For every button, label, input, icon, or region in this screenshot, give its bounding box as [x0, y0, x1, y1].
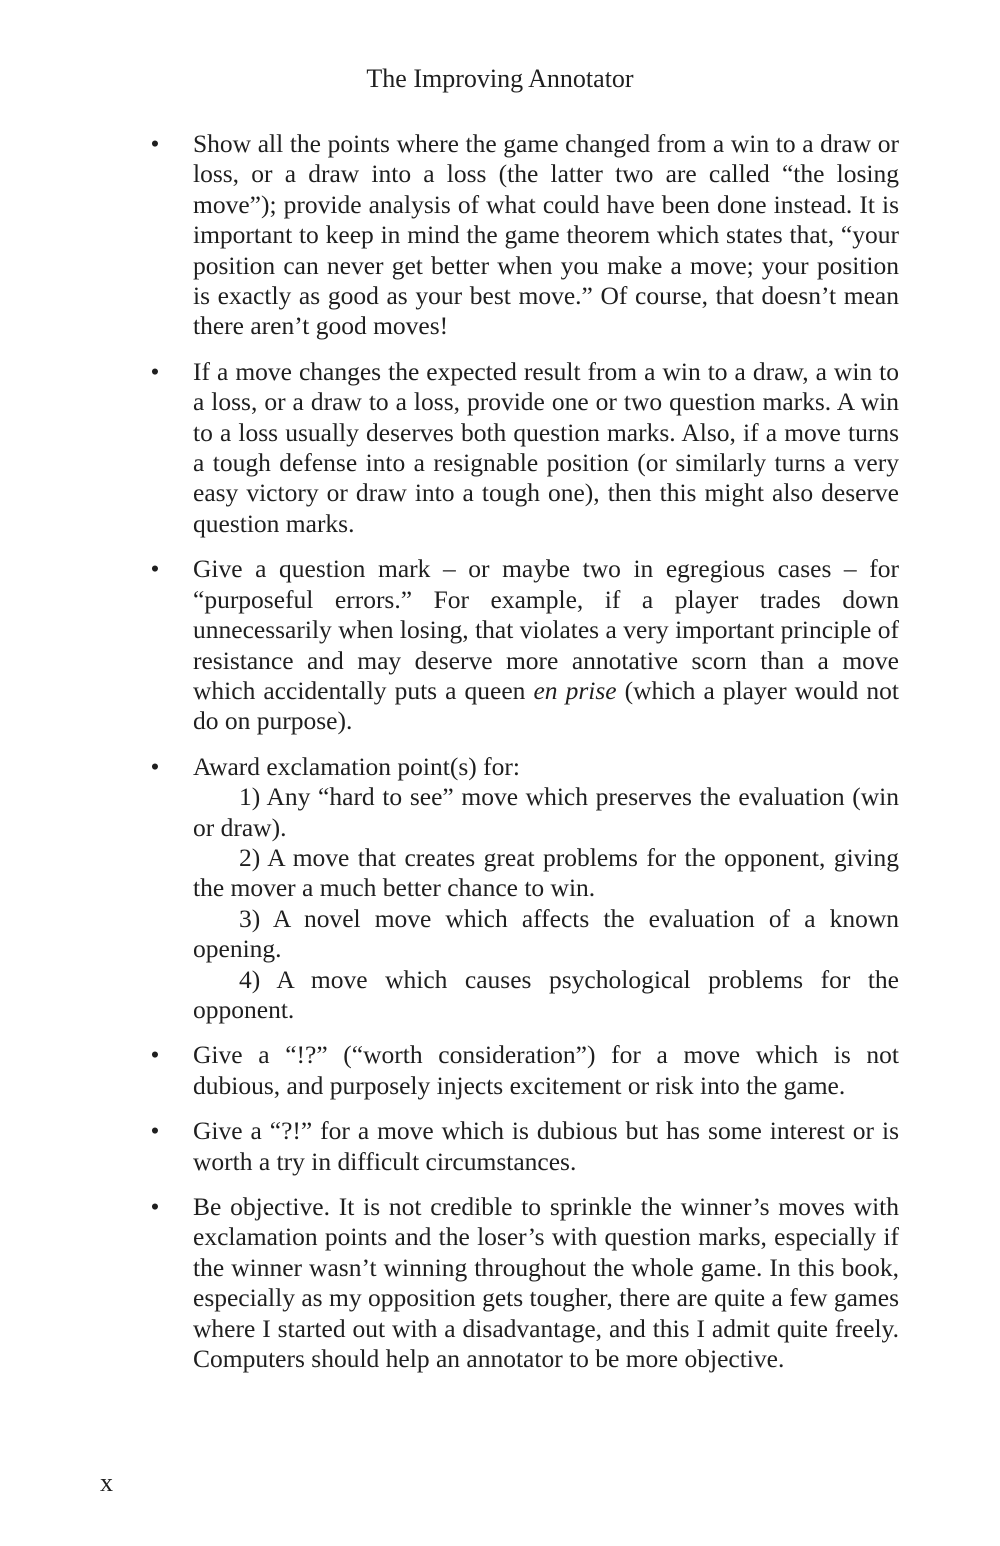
bullet-item-purposeful-errors — [150, 554, 899, 736]
italic-term: en prise — [533, 675, 617, 705]
bullet-item-be-objective — [150, 1192, 899, 1374]
bullet-text: Give a “?!” for a move which is dubious but has some interest or is worth a try in difficult circumstances. — [193, 1116, 899, 1176]
bullet-icon: • — [150, 554, 160, 584]
bullet-icon: • — [150, 1040, 160, 1070]
bullet-icon: • — [150, 1116, 160, 1146]
bullet-text-part: Give a question mark – or maybe two in egregious cases – for “purposeful errors.” For example, if a player trades down unnecessarily when losing, that violates a very important principle of resistance and may deserve more annotative scorn than a move which accidentally puts a queen — [193, 554, 899, 705]
bullet-text: Show all the points where the game changed from a win to a draw or loss, or a draw into a loss (the latter two are called “the losing move”); provide analysis of what could have been done instead. It is important to keep in mind the game theorem which states that, “your position can never get better when you make a move; your position is exactly as good as your best move.” Of course, that doesn’t mean there aren’t good moves! — [193, 129, 899, 341]
bullet-text-part: (which a player would not do on purpose). — [193, 675, 899, 736]
bullet-text: Be objective. It is not credible to sprinkle the winner’s moves with exclamation points and the loser’s with question marks, especially if the winner wasn’t winning throughout the whole game. In this book, especially as my opposition gets tougher, there are quite a few games where I started out with a disadvantage, and this I admit quite freely. Computers should help an annotator to be more objective. — [193, 1192, 899, 1374]
bullet-item-dubious-move — [150, 1116, 899, 1177]
bullet-list — [150, 129, 899, 1389]
page-number: x — [100, 1468, 113, 1497]
sub-item-4: 4) A move which causes psychological problems for the opponent. — [193, 964, 899, 1024]
bullet-icon: • — [150, 751, 160, 781]
bullet-item-interesting-move — [150, 1040, 899, 1101]
bullet-item-question-marks — [150, 356, 899, 539]
sub-item-3: 3) A novel move which affects the evaluation of a known opening. — [193, 903, 899, 964]
bullet-text: Give a “!?” (“worth consideration”) for a move which is not dubious, and purposely injects excitement or risk into the game. — [193, 1040, 899, 1100]
bullet-icon: • — [150, 356, 160, 386]
sub-item-2: 2) A move that creates great problems for the opponent, giving the mover a much better chance to win. — [193, 842, 899, 903]
sub-item-1: 1) Any “hard to see” move which preserves the evaluation (win or draw). — [193, 782, 899, 842]
running-title: The Improving Annotator — [366, 64, 634, 93]
bullet-item-losing-move — [150, 129, 899, 342]
bullet-icon: • — [150, 129, 160, 158]
bullet-icon: • — [150, 1192, 160, 1221]
bullet-item-exclamation-points — [150, 751, 899, 1026]
bullet-text — [193, 554, 899, 736]
bullet-text: If a move changes the expected result from a win to a draw, a win to a loss, or a draw to a loss, provide one or two question marks. A win to a loss usually deserves both question marks. Also, if a move turns a tough defense into a resignable position (or similarly turns a very easy victory or draw into a tough one), then this might also deserve question marks. — [193, 356, 899, 538]
bullet-text: Award exclamation point(s) for: — [193, 751, 520, 781]
